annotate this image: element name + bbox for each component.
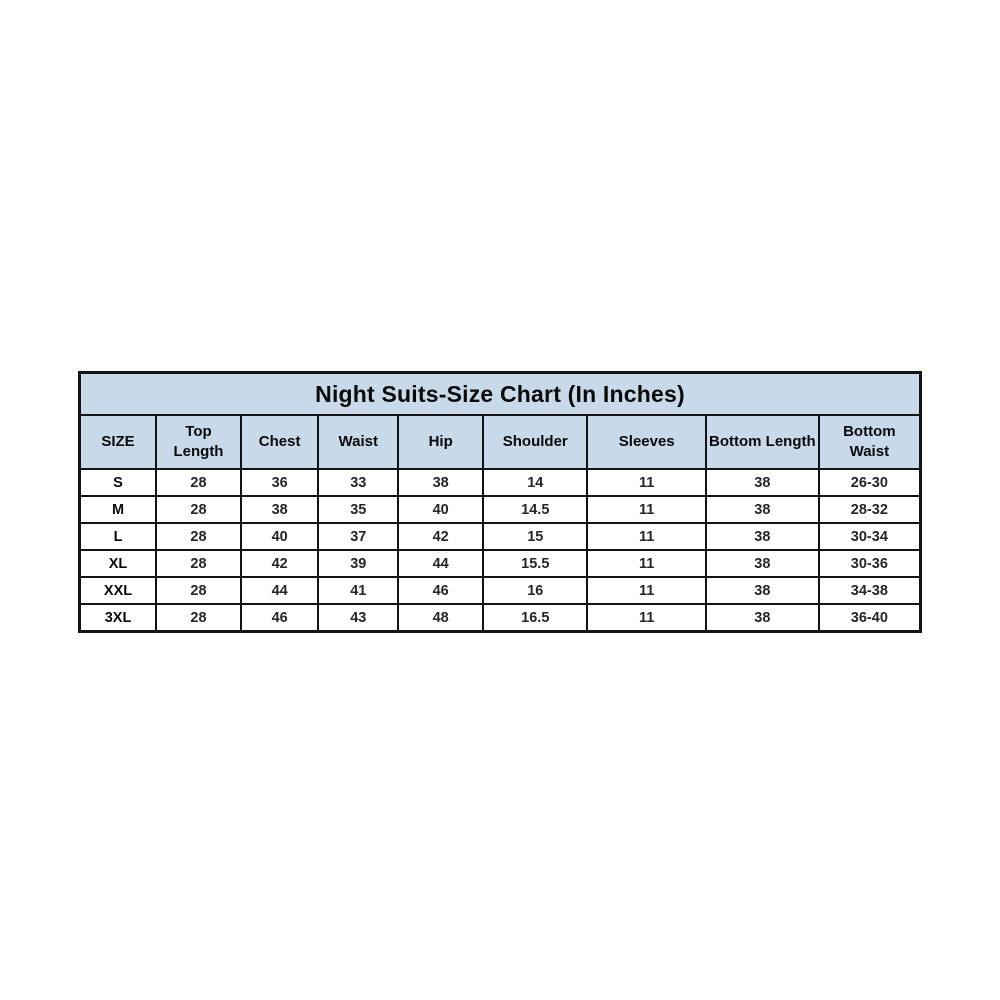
value-cell: 40 xyxy=(398,496,483,523)
column-header-bottom-waist: Bottom Waist xyxy=(819,415,921,469)
column-header-top-length: Top Length xyxy=(156,415,241,469)
size-cell: M xyxy=(80,496,157,523)
value-cell: 42 xyxy=(398,523,483,550)
value-cell: 28-32 xyxy=(819,496,921,523)
value-cell: 16 xyxy=(483,577,587,604)
value-cell: 38 xyxy=(706,604,819,632)
value-cell: 28 xyxy=(156,496,241,523)
value-cell: 44 xyxy=(398,550,483,577)
table-row-l xyxy=(80,523,921,550)
size-chart-table xyxy=(78,371,922,633)
table-row-xl xyxy=(80,550,921,577)
table-title: Night Suits-Size Chart (In Inches) xyxy=(80,373,921,416)
value-cell: 30-34 xyxy=(819,523,921,550)
table-row-m xyxy=(80,496,921,523)
value-cell: 44 xyxy=(241,577,318,604)
value-cell: 39 xyxy=(318,550,398,577)
value-cell: 14.5 xyxy=(483,496,587,523)
value-cell: 41 xyxy=(318,577,398,604)
value-cell: 15 xyxy=(483,523,587,550)
value-cell: 34-38 xyxy=(819,577,921,604)
size-chart xyxy=(78,371,922,633)
value-cell: 11 xyxy=(587,469,706,496)
value-cell: 36-40 xyxy=(819,604,921,632)
size-cell: 3XL xyxy=(80,604,157,632)
column-header-shoulder: Shoulder xyxy=(483,415,587,469)
value-cell: 11 xyxy=(587,550,706,577)
column-header-bottom-length: Bottom Length xyxy=(706,415,819,469)
value-cell: 37 xyxy=(318,523,398,550)
column-header-hip: Hip xyxy=(398,415,483,469)
value-cell: 28 xyxy=(156,550,241,577)
value-cell: 38 xyxy=(398,469,483,496)
table-row-3xl xyxy=(80,604,921,632)
value-cell: 28 xyxy=(156,469,241,496)
value-cell: 48 xyxy=(398,604,483,632)
size-cell: XXL xyxy=(80,577,157,604)
size-cell: S xyxy=(80,469,157,496)
column-header-waist: Waist xyxy=(318,415,398,469)
size-chart-head xyxy=(80,373,921,470)
size-chart-body xyxy=(80,469,921,632)
value-cell: 38 xyxy=(706,469,819,496)
value-cell: 14 xyxy=(483,469,587,496)
value-cell: 30-36 xyxy=(819,550,921,577)
value-cell: 38 xyxy=(706,550,819,577)
value-cell: 26-30 xyxy=(819,469,921,496)
value-cell: 15.5 xyxy=(483,550,587,577)
value-cell: 43 xyxy=(318,604,398,632)
value-cell: 38 xyxy=(706,577,819,604)
value-cell: 28 xyxy=(156,523,241,550)
value-cell: 46 xyxy=(241,604,318,632)
value-cell: 28 xyxy=(156,604,241,632)
table-row-s xyxy=(80,469,921,496)
value-cell: 11 xyxy=(587,523,706,550)
title-row xyxy=(80,373,921,416)
value-cell: 36 xyxy=(241,469,318,496)
value-cell: 38 xyxy=(706,496,819,523)
value-cell: 33 xyxy=(318,469,398,496)
value-cell: 42 xyxy=(241,550,318,577)
value-cell: 46 xyxy=(398,577,483,604)
value-cell: 28 xyxy=(156,577,241,604)
value-cell: 11 xyxy=(587,604,706,632)
value-cell: 40 xyxy=(241,523,318,550)
column-header-chest: Chest xyxy=(241,415,318,469)
column-header-sleeves: Sleeves xyxy=(587,415,706,469)
size-cell: XL xyxy=(80,550,157,577)
value-cell: 16.5 xyxy=(483,604,587,632)
value-cell: 11 xyxy=(587,496,706,523)
column-header-size: SIZE xyxy=(80,415,157,469)
value-cell: 38 xyxy=(241,496,318,523)
value-cell: 11 xyxy=(587,577,706,604)
size-cell: L xyxy=(80,523,157,550)
value-cell: 35 xyxy=(318,496,398,523)
table-row-xxl xyxy=(80,577,921,604)
column-header-row xyxy=(80,415,921,469)
value-cell: 38 xyxy=(706,523,819,550)
